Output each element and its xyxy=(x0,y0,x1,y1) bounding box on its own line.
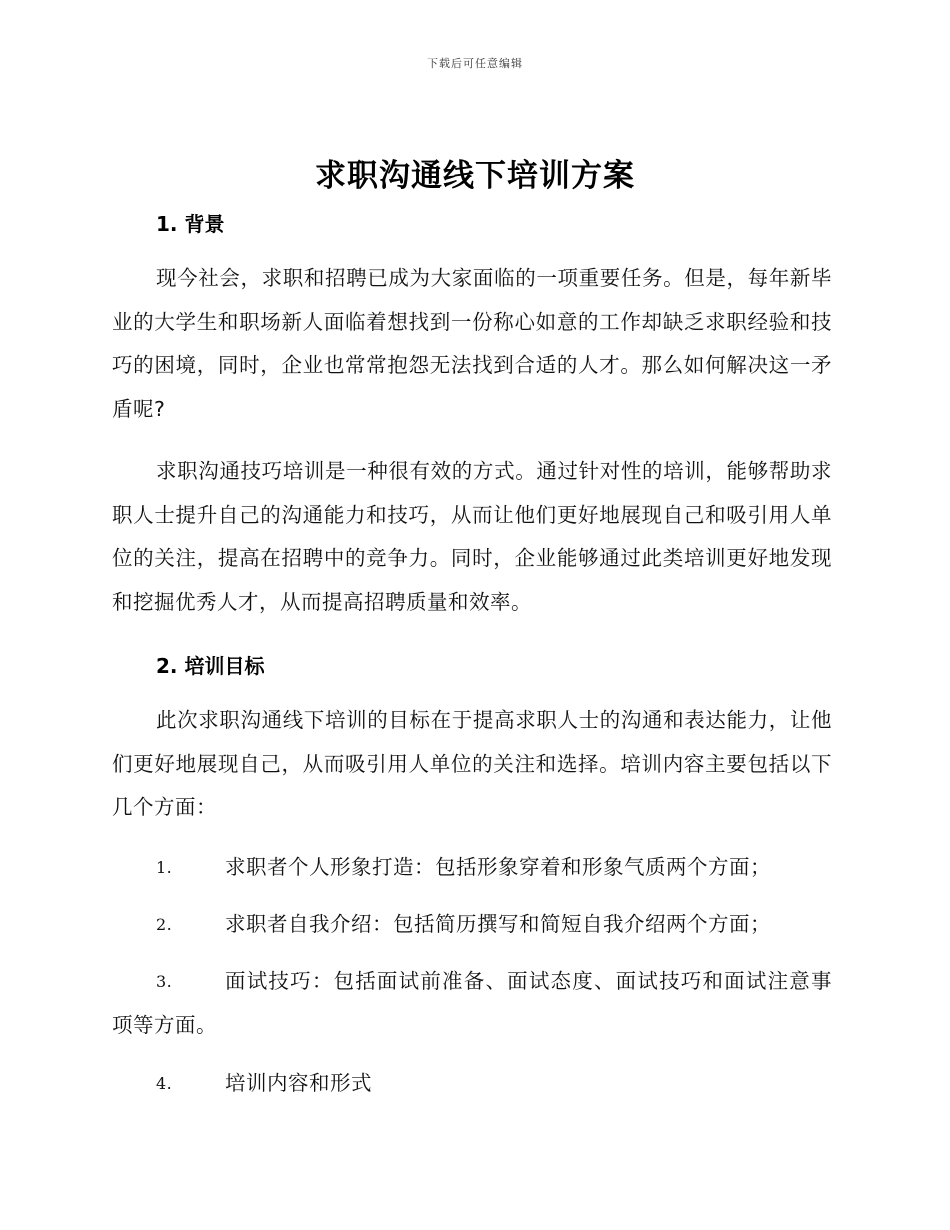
list-item-text: 面试技巧：包括面试前准备、面试态度、面试技巧和面试注意事项等方面。 xyxy=(112,969,832,1037)
list-item-text: 培训内容和形式 xyxy=(225,1071,372,1095)
list-item xyxy=(112,960,832,1047)
list-item-number: 1. xyxy=(156,858,173,877)
header-note: 下载后可任意编辑 xyxy=(427,57,523,70)
paragraph-background-2: 求职沟通技巧培训是一种很有效的方式。通过针对性的培训，能够帮助求职人士提升自己的沟通能力和技巧，从而让他们更好地展现自己和吸引用人单位的关注，提高在招聘中的竞争力。同时，企业能够通过此类培训更好地发现和挖掘优秀人才，从而提高招聘质量和效率。 xyxy=(112,459,832,614)
section-heading-background: 1. 背景 xyxy=(156,212,225,236)
list-item xyxy=(112,1062,832,1106)
paragraph-goals: 此次求职沟通线下培训的目标在于提高求职人士的沟通和表达能力，让他们更好地展现自己，从而吸引用人单位的关注和选择。培训内容主要包括以下几个方面： xyxy=(112,708,832,819)
document-title: 求职沟通线下培训方案 xyxy=(315,158,635,194)
list-item-number: 2. xyxy=(156,915,173,934)
list-item-number: 4. xyxy=(156,1074,173,1093)
list-item xyxy=(112,903,832,947)
list-item-number: 3. xyxy=(156,972,173,991)
list-item xyxy=(112,846,832,890)
list-item-text: 求职者个人形象打造：包括形象穿着和形象气质两个方面； xyxy=(225,855,771,879)
section-heading-goals: 2. 培训目标 xyxy=(156,654,265,678)
paragraph-background-1: 现今社会，求职和招聘已成为大家面临的一项重要任务。但是，每年新毕业的大学生和职场新人面临着想找到一份称心如意的工作却缺乏求职经验和技巧的困境，同时，企业也常常抱怨无法找到合适的人才。那么如何解决这一矛盾呢? xyxy=(112,266,832,421)
list-item-text: 求职者自我介绍：包括简历撰写和简短自我介绍两个方面； xyxy=(225,912,771,936)
